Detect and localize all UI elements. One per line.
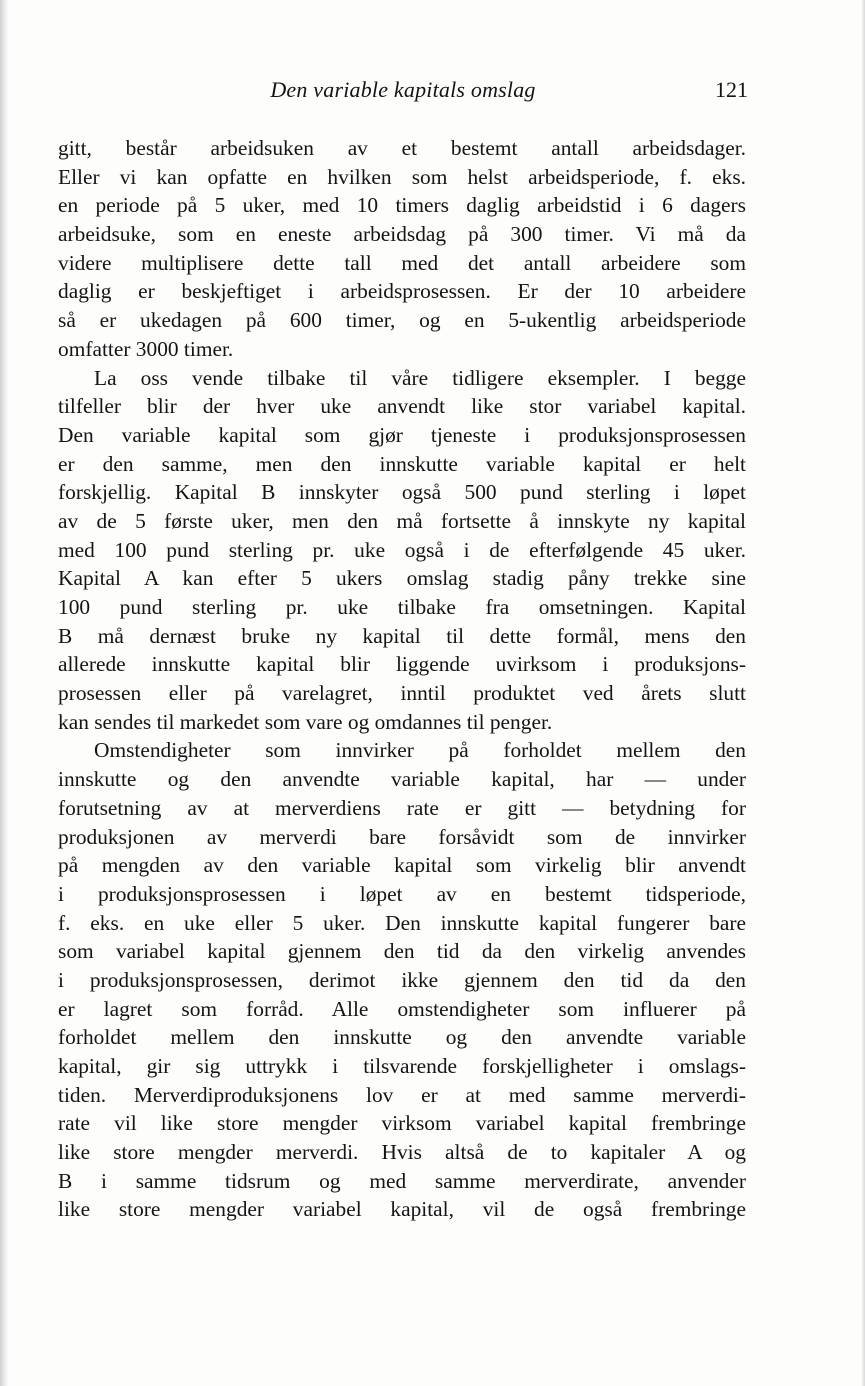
text-line: allerede innskutte kapital blir liggende uvirksom i produksjons- <box>58 652 746 677</box>
text-line: på mengden av den variable kapital som virkelig blir anvendt <box>58 853 746 878</box>
text-line: B i samme tidsrum og med samme merverdirate, anvender <box>58 1168 746 1193</box>
text-line: så er ukedagen på 600 timer, og en 5-ukentlig arbeidsperiode <box>58 308 746 333</box>
text-line: tilfeller blir der hver uke anvendt like stor variabel kapital. <box>58 394 746 419</box>
text-line: kan sendes til markedet som vare og omdannes til penger. <box>58 709 553 734</box>
text-line: forutsetning av at merverdiens rate er gitt — betydning for <box>58 795 746 820</box>
page-edge-shadow-right <box>861 0 865 1386</box>
text-line: forskjellig. Kapital B innskyter også 500 pund sterling i løpet <box>58 480 746 505</box>
text-line: arbeidsuke, som en eneste arbeidsdag på 300 timer. Vi må da <box>58 222 746 247</box>
running-head <box>58 74 748 106</box>
text-line: Eller vi kan opfatte en hvilken som helst arbeidsperiode, f. eks. <box>58 164 746 189</box>
text-line: omfatter 3000 timer. <box>58 336 234 361</box>
text-line: Kapital A kan efter 5 ukers omslag stadig påny trekke sine <box>58 566 746 591</box>
text-line: som variabel kapital gjennem den tid da den virkelig anvendes <box>58 939 746 964</box>
page-number: 121 <box>715 77 748 102</box>
text-line: produksjonen av merverdi bare forsåvidt som de innvirker <box>58 824 746 849</box>
text-line: kapital, gir sig uttrykk i tilsvarende forskjelligheter i omslags- <box>58 1054 746 1078</box>
text-line: videre multiplisere dette tall med det antall arbeidere som <box>58 250 746 275</box>
text-line: av de 5 første uker, men den må fortsette å innskyte ny kapital <box>58 508 746 533</box>
text-line: forholdet mellem den innskutte og den anvendte variable <box>58 1025 746 1050</box>
text-line: like store mengder variabel kapital, vil de også frembringe <box>58 1197 746 1222</box>
text-line: daglig er beskjeftiget i arbeidsprosessen. Er der 10 arbeidere <box>58 279 746 304</box>
text-line: i produksjonsprosessen, derimot ikke gjennem den tid da den <box>58 967 746 992</box>
text-line: innskutte og den anvendte variable kapital, har — under <box>58 767 746 792</box>
text-line: en periode på 5 uker, med 10 timers daglig arbeidstid i 6 dagers <box>58 193 746 218</box>
text-line: B må dernæst bruke ny kapital til dette formål, mens den <box>58 623 746 648</box>
page-edge-shadow-left <box>0 0 9 1386</box>
text-line: Den variable kapital som gjør tjeneste i produksjonsprosessen <box>58 422 746 447</box>
body-text <box>58 134 746 1224</box>
text-line: La oss vende tilbake til våre tidligere eksempler. I begge <box>94 365 746 390</box>
text-line: er den samme, men den innskutte variable kapital er helt <box>58 451 746 476</box>
text-line: gitt, består arbeidsuken av et bestemt antall arbeidsdager. <box>58 136 746 160</box>
text-line: tiden. Merverdiproduksjonens lov er at med samme merverdi- <box>58 1082 746 1107</box>
text-line: er lagret som forråd. Alle omstendigheter som influerer på <box>58 996 746 1021</box>
text-line: 100 pund sterling pr. uke tilbake fra omsetningen. Kapital <box>58 595 746 619</box>
text-line: i produksjonsprosessen i løpet av en bestemt tidsperiode, <box>58 881 746 906</box>
running-title: Den variable kapitals omslag <box>270 77 536 102</box>
text-line: f. eks. en uke eller 5 uker. Den innskutte kapital fungerer bare <box>58 910 746 935</box>
text-line: rate vil like store mengder virksom variabel kapital frembringe <box>58 1111 746 1136</box>
text-line: like store mengder merverdi. Hvis altså de to kapitaler A og <box>58 1140 746 1165</box>
text-line: Omstendigheter som innvirker på forholdet mellem den <box>94 738 746 763</box>
text-line: prosessen eller på varelagret, inntil produktet ved årets slutt <box>58 681 746 706</box>
text-line: med 100 pund sterling pr. uke også i de efterfølgende 45 uker. <box>58 537 746 562</box>
